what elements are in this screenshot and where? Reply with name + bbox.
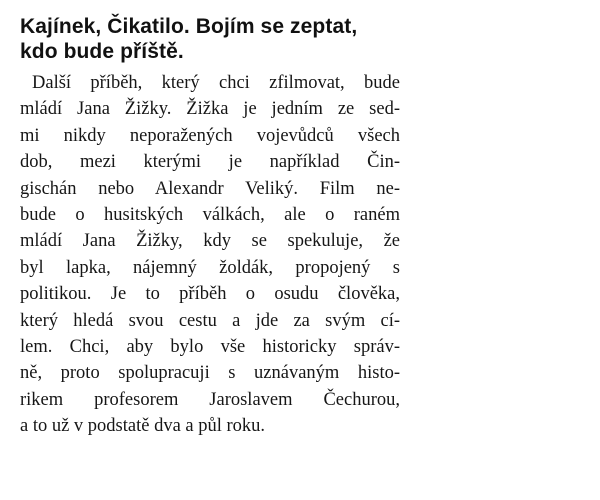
headline-line: Kajínek, Čikatilo. Bojím se zeptat,	[20, 15, 358, 38]
body-line: lem. Chci, aby bylo vše historicky správ-	[20, 337, 400, 358]
headline-line: kdo bude příště.	[20, 40, 184, 63]
body-line: dob, mezi kterými je například Čin-	[20, 152, 400, 173]
body-line: rikem profesorem Jaroslavem Čechurou,	[20, 389, 400, 410]
article	[20, 14, 400, 440]
body-line: bude o husitských válkách, ale o raném	[20, 205, 400, 226]
body-line: byl lapka, nájemný žoldák, propojený s	[20, 257, 400, 278]
body-line: a to už v podstatě dva a půl roku.	[20, 416, 266, 437]
body-line: Další příběh, který chci zfilmovat, bude	[32, 73, 400, 93]
body-line: mládí Jana Žižky. Žižka je jedním ze sed-	[20, 99, 400, 120]
article-body	[20, 70, 400, 440]
body-line: politikou. Je to příběh o osudu člověka,	[20, 284, 400, 305]
body-line: mládí Jana Žižky, kdy se spekuluje, že	[20, 231, 400, 252]
body-line: gischán nebo Alexandr Veliký. Film ne-	[20, 178, 400, 199]
body-line: mi nikdy neporažených vojevůdců všech	[20, 125, 400, 146]
body-line: ně, proto spolupracuji s uznávaným histo-	[20, 363, 400, 384]
body-line: který hledá svou cestu a jde za svým cí-	[20, 310, 400, 331]
article-headline	[20, 14, 400, 64]
